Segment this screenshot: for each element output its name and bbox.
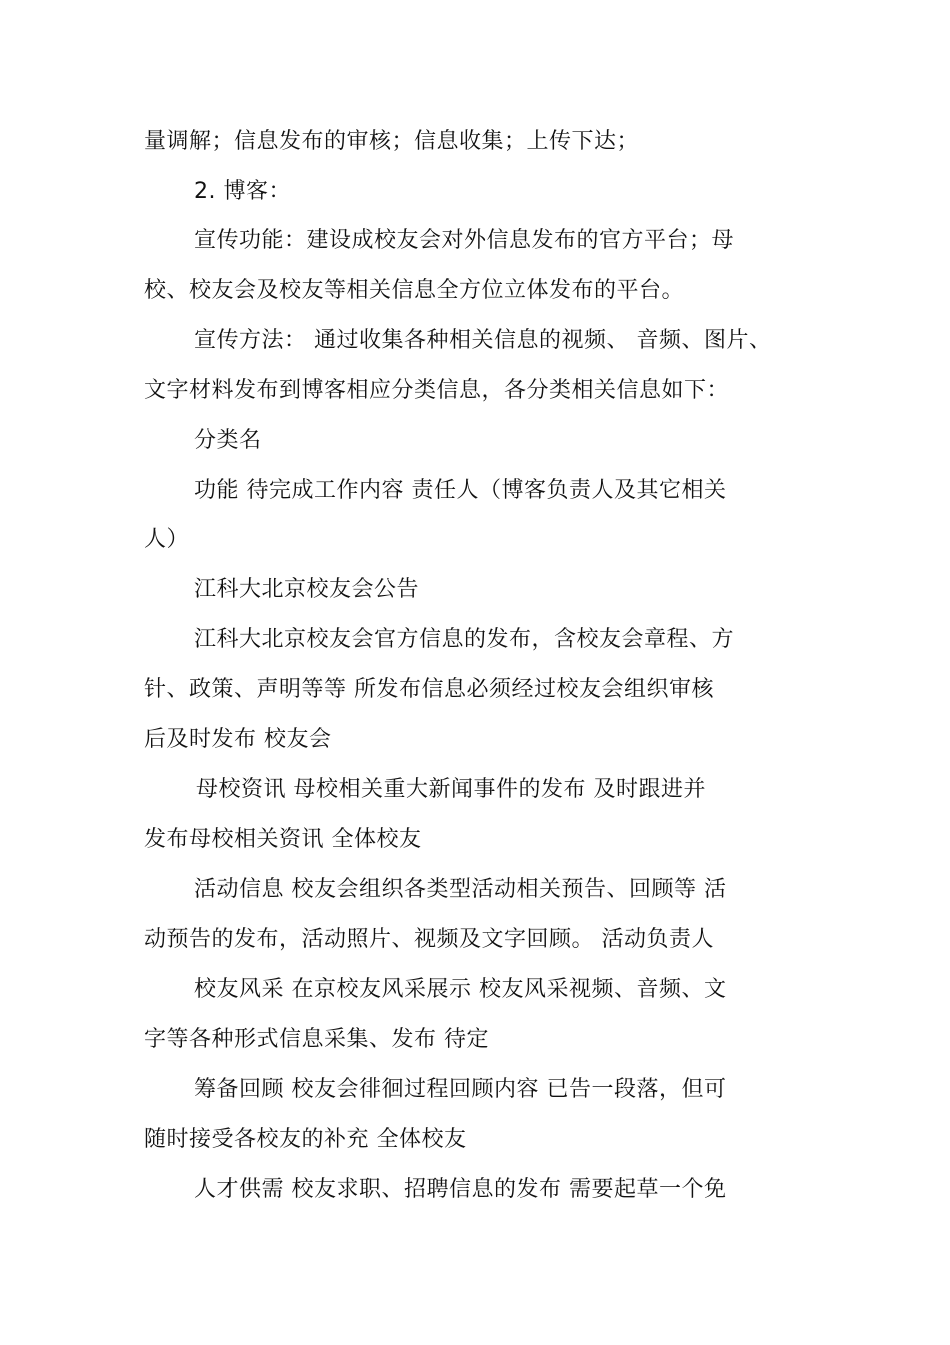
table-header-line: 功能 待完成工作内容 责任人（博客负责人及其它相关 — [194, 478, 727, 503]
category-row: 人才供需 校友求职、招聘信息的发布 需要起草一个免 — [194, 1177, 727, 1202]
category-row: 江科大北京校友会官方信息的发布，含校友会章程、方 — [194, 627, 735, 652]
text-line: 宣传功能：建设成校友会对外信息发布的官方平台；母 — [194, 228, 735, 253]
section-heading: 2. 博客： — [194, 179, 291, 204]
category-row: 后及时发布 校友会 — [144, 727, 332, 752]
text-line: 宣传方法： 通过收集各种相关信息的视频、 音频、图片、 — [194, 328, 772, 353]
text-line: 文字材料发布到博客相应分类信息，各分类相关信息如下： — [144, 378, 730, 403]
category-row: 动预告的发布，活动照片、视频及文字回顾。 活动负责人 — [144, 927, 714, 952]
text-line: 校、校友会及校友等相关信息全方位立体发布的平台。 — [144, 278, 685, 303]
category-row: 活动信息 校友会组织各类型活动相关预告、回顾等 活 — [194, 877, 727, 902]
category-row: 筹备回顾 校友会徘徊过程回顾内容 已告一段落，但可 — [194, 1077, 727, 1102]
text-line: 量调解；信息发布的审核；信息收集；上传下达； — [144, 129, 640, 154]
category-row: 字等各种形式信息采集、发布 待定 — [144, 1027, 489, 1052]
category-row: 随时接受各校友的补充 全体校友 — [144, 1127, 467, 1152]
category-row: 母校资讯 母校相关重大新闻事件的发布 及时跟进并 — [196, 777, 706, 802]
category-row: 江科大北京校友会公告 — [194, 577, 420, 602]
category-row: 针、政策、声明等等 所发布信息必须经过校友会组织审核 — [144, 677, 714, 702]
category-row: 校友风采 在京校友风采展示 校友风采视频、音频、文 — [194, 977, 727, 1002]
table-header-line: 人） — [144, 527, 190, 552]
table-header-line: 分类名 — [194, 428, 262, 453]
category-row: 发布母校相关资讯 全体校友 — [144, 827, 422, 852]
